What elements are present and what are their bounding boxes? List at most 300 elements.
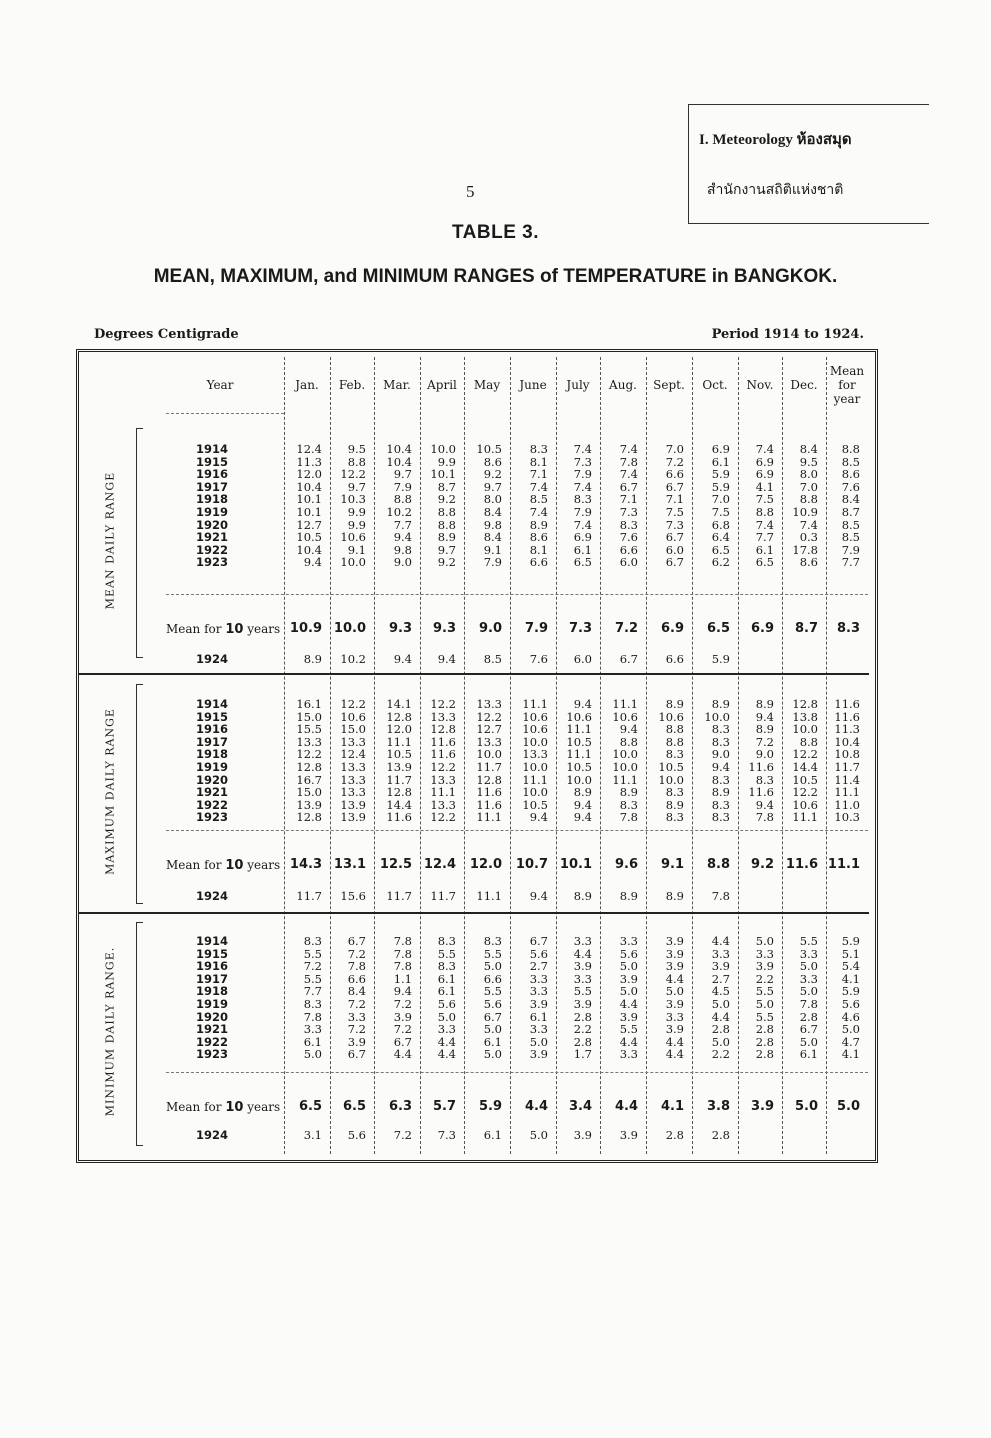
- table-cell: 12.2: [792, 785, 818, 800]
- table-cell: 3.3: [711, 946, 730, 961]
- year-label: 1918: [196, 984, 229, 999]
- mean-cell: 5.7: [432, 1099, 456, 1114]
- library-stamp: [688, 104, 929, 224]
- mean-cell: 6.5: [342, 1099, 366, 1114]
- table-cell: 3.3: [529, 1022, 548, 1037]
- table-cell: 4.4: [573, 946, 592, 961]
- table-cell: 10.1: [296, 505, 322, 519]
- table-cell: 9.0: [711, 747, 730, 762]
- table-cell: 5.5: [483, 946, 502, 961]
- table-cell: 8.4: [347, 984, 366, 999]
- table-cell: 3.3: [529, 984, 548, 999]
- table-cell: 10.5: [522, 797, 548, 812]
- table-cell: 8.8: [347, 454, 366, 469]
- table-cell: 13.3: [340, 785, 366, 800]
- table-cell: 3.9: [665, 934, 684, 948]
- table-cell: 7.5: [711, 505, 730, 519]
- table-cell: 10.5: [792, 772, 818, 787]
- table-cell: 1.1: [393, 971, 412, 986]
- table-cell: 6.1: [437, 971, 456, 986]
- table-cell: 4.4: [711, 934, 730, 948]
- mean-label-suffix: years: [243, 622, 281, 636]
- table-cell: 12.2: [340, 697, 366, 711]
- table-cell: 13.9: [296, 797, 322, 812]
- table-cell: 3.9: [711, 959, 730, 974]
- table-cell: 5.9: [841, 984, 860, 999]
- year-label-1924: 1924: [196, 652, 229, 666]
- table-cell: 9.4: [393, 984, 412, 999]
- table-cell: 2.2: [755, 971, 774, 986]
- table-cell: 6.4: [711, 530, 730, 545]
- table-cell: 8.9: [573, 785, 592, 800]
- table-cell: 8.3: [711, 722, 730, 737]
- table-cell: 13.9: [340, 797, 366, 812]
- table-cell: 10.5: [386, 747, 412, 762]
- table-cell: 7.2: [347, 1022, 366, 1037]
- year-label: 1919: [196, 505, 229, 519]
- table-cell: 6.1: [711, 454, 730, 469]
- table-cell: 15.0: [296, 709, 322, 724]
- table-cell: 10.6: [658, 709, 684, 724]
- table-cell-1924: 3.9: [619, 1128, 638, 1142]
- table-cell: 8.3: [755, 772, 774, 787]
- table-cell: 8.3: [483, 934, 502, 948]
- mean-cell: 6.5: [706, 621, 730, 636]
- table-cell: 8.8: [393, 492, 412, 507]
- table-cell: 9.5: [799, 454, 818, 469]
- table-cell: 10.0: [566, 772, 592, 787]
- mean-cell: 6.3: [388, 1099, 412, 1114]
- table-cell: 5.0: [799, 984, 818, 999]
- year-label: 1916: [196, 959, 229, 974]
- mean-cell: 7.2: [614, 621, 638, 636]
- column-header-year: Year: [206, 378, 234, 392]
- table-cell: 3.9: [393, 1009, 412, 1024]
- mean-label-suffix: years: [243, 858, 281, 872]
- table-cell: 2.8: [573, 1034, 592, 1049]
- table-cell: 4.7: [841, 1034, 860, 1049]
- table-cell: 10.4: [386, 454, 412, 469]
- table-cell: 3.3: [619, 934, 638, 948]
- section-label: MEAN DAILY RANGE: [103, 471, 117, 610]
- table-cell: 11.6: [748, 785, 774, 800]
- table-cell: 4.5: [711, 984, 730, 999]
- table-cell: 2.8: [755, 1034, 774, 1049]
- table-cell: 8.9: [755, 697, 774, 711]
- table-cell: 7.4: [755, 442, 774, 456]
- table-cell: 11.0: [834, 797, 860, 812]
- table-cell: 6.7: [347, 934, 366, 948]
- year-label: 1919: [196, 997, 229, 1011]
- table-cell: 10.1: [296, 492, 322, 507]
- table-cell: 12.8: [476, 772, 502, 787]
- table-cell: 6.7: [665, 530, 684, 545]
- table-cell-1924: 6.0: [573, 652, 592, 666]
- period-label: Period 1914 to 1924.: [711, 327, 864, 342]
- table-cell: 3.9: [665, 959, 684, 974]
- table-cell: 8.3: [529, 442, 548, 456]
- year-label: 1921: [196, 1022, 229, 1037]
- mean-cell: 13.1: [333, 857, 366, 872]
- table-cell: 3.3: [665, 1009, 684, 1024]
- table-cell: 6.5: [755, 555, 774, 570]
- table-cell: 5.0: [755, 997, 774, 1011]
- table-cell: 9.2: [437, 492, 456, 507]
- table-cell: 7.8: [303, 1009, 322, 1024]
- page-title: MEAN, MAXIMUM, and MINIMUM RANGES of TEMPERATURE in BANGKOK.: [153, 266, 838, 287]
- table-cell: 7.8: [393, 946, 412, 961]
- table-cell: 6.0: [619, 555, 638, 570]
- table-cell: 8.9: [755, 722, 774, 737]
- table-cell: 4.4: [437, 1047, 456, 1062]
- table-cell: 5.5: [483, 984, 502, 999]
- table-cell: 6.7: [665, 479, 684, 494]
- mean-label-number: 10: [225, 858, 244, 873]
- mean-cell: 8.8: [706, 857, 730, 872]
- table-cell: 14.4: [792, 760, 818, 774]
- table-cell: 8.9: [711, 697, 730, 711]
- table-cell: 5.6: [529, 946, 548, 961]
- year-label-1924: 1924: [196, 1128, 229, 1142]
- table-cell: 16.1: [296, 697, 322, 711]
- mean-cell: 8.3: [836, 621, 860, 636]
- table-cell-1924: 5.6: [347, 1128, 366, 1142]
- table-cell: 7.0: [711, 492, 730, 507]
- table-cell: 4.1: [755, 479, 774, 494]
- mean-cell: 4.4: [614, 1099, 638, 1114]
- table-cell: 7.2: [347, 946, 366, 961]
- table-cell: 9.5: [347, 442, 366, 456]
- table-cell: 13.8: [792, 709, 818, 724]
- section-separator: [79, 673, 869, 675]
- table-cell: 12.2: [792, 747, 818, 762]
- table-cell: 8.5: [529, 492, 548, 507]
- table-cell: 11.4: [834, 772, 860, 787]
- mean-cell: 3.9: [750, 1099, 774, 1114]
- table-cell-1924: 6.1: [483, 1128, 502, 1142]
- table-cell: 6.9: [755, 454, 774, 469]
- table-cell: 12.8: [296, 760, 322, 774]
- table-cell: 4.4: [665, 1047, 684, 1062]
- table-cell: 3.9: [665, 1022, 684, 1037]
- table-cell: 3.9: [665, 946, 684, 961]
- column-header-month: Feb.: [338, 378, 366, 392]
- table-cell: 8.3: [619, 797, 638, 812]
- year-label: 1923: [196, 810, 229, 825]
- table-cell: 5.5: [303, 971, 322, 986]
- table-cell: 7.0: [799, 479, 818, 494]
- table-cell: 8.8: [437, 505, 456, 519]
- stamp-line-1: I. Meteorology ห้องสมุด: [699, 132, 852, 148]
- section-brace: [136, 684, 143, 904]
- table-cell: 8.0: [799, 467, 818, 482]
- table-cell: 7.8: [393, 934, 412, 948]
- table-cell: 3.3: [799, 946, 818, 961]
- mean-cell: 6.9: [750, 621, 774, 636]
- section-separator: [79, 912, 869, 914]
- table-cell: 9.0: [755, 747, 774, 762]
- table-cell: 6.1: [799, 1047, 818, 1062]
- table-cell-1924: 3.1: [303, 1128, 322, 1142]
- year-label: 1921: [196, 785, 229, 800]
- table-cell: 8.7: [841, 505, 860, 519]
- table-cell: 7.6: [619, 530, 638, 545]
- table-cell: 7.9: [573, 505, 592, 519]
- year-label: 1919: [196, 760, 229, 774]
- mean-cell: 4.1: [660, 1099, 684, 1114]
- table-cell: 16.7: [296, 772, 322, 787]
- table-cell-1924: 9.4: [393, 652, 412, 666]
- table-cell: 12.4: [296, 442, 322, 456]
- table-cell: 4.4: [619, 1034, 638, 1049]
- table-cell-1924: 7.6: [529, 652, 548, 666]
- section-brace: [136, 922, 143, 1146]
- table-cell: 2.2: [573, 1022, 592, 1037]
- table-cell: 9.4: [573, 697, 592, 711]
- table-cell: 11.1: [522, 697, 548, 711]
- mean-cell: 9.3: [432, 621, 456, 636]
- section-label: MINIMUM DAILY RANGE.: [103, 946, 117, 1117]
- table-cell: 10.0: [430, 442, 456, 456]
- mean-cell: 11.6: [785, 857, 818, 872]
- year-label: 1916: [196, 722, 229, 737]
- table-cell: 10.8: [834, 747, 860, 762]
- table-cell: 7.7: [303, 984, 322, 999]
- table-cell: 11.7: [386, 772, 412, 787]
- table-cell: 10.0: [612, 760, 638, 774]
- table-cell: 5.0: [841, 1022, 860, 1037]
- table-cell: 3.9: [573, 997, 592, 1011]
- column-header-month: Dec.: [790, 378, 818, 392]
- table-cell: 6.6: [347, 971, 366, 986]
- table-cell: 12.2: [430, 760, 456, 774]
- table-cell: 11.6: [430, 734, 456, 749]
- table-cell: 11.7: [476, 760, 502, 774]
- table-cell: 3.3: [619, 1047, 638, 1062]
- table-cell: 6.7: [665, 555, 684, 570]
- year-label: 1917: [196, 971, 229, 986]
- table-cell: 6.1: [573, 542, 592, 557]
- table-cell: 5.6: [841, 997, 860, 1011]
- table-cell-1924: 7.2: [393, 1128, 412, 1142]
- table-cell: 10.4: [296, 542, 322, 557]
- table-cell-1924: 8.5: [483, 652, 502, 666]
- table-cell: 11.6: [430, 747, 456, 762]
- header-rule: [166, 413, 284, 414]
- table-cell-1924: 11.1: [476, 889, 502, 903]
- table-cell: 7.2: [303, 959, 322, 974]
- table-cell: 8.8: [665, 722, 684, 737]
- table-cell: 9.1: [483, 542, 502, 557]
- table-cell: 5.0: [483, 1047, 502, 1062]
- table-cell: 4.4: [665, 971, 684, 986]
- table-cell-1924: 2.8: [711, 1128, 730, 1142]
- table-cell: 7.8: [393, 959, 412, 974]
- table-cell: 5.0: [529, 1034, 548, 1049]
- table-cell: 11.7: [834, 760, 860, 774]
- mean-cell: 12.0: [469, 857, 502, 872]
- table-cell: 7.1: [619, 492, 638, 507]
- table-cell: 10.2: [386, 505, 412, 519]
- column-header-month: April: [427, 378, 457, 392]
- year-label: 1921: [196, 530, 229, 545]
- mean-cell: 10.7: [515, 857, 548, 872]
- table-cell: 10.0: [522, 734, 548, 749]
- table-cell: 10.0: [704, 709, 730, 724]
- table-cell: 7.5: [665, 505, 684, 519]
- table-cell: 12.8: [386, 785, 412, 800]
- table-cell-1924: 11.7: [430, 889, 456, 903]
- mean-rule: [166, 594, 868, 595]
- table-cell: 10.5: [658, 760, 684, 774]
- table-cell: 7.1: [665, 492, 684, 507]
- table-cell: 13.3: [340, 772, 366, 787]
- table-cell-1924: 5.0: [529, 1128, 548, 1142]
- table-cell: 3.3: [573, 971, 592, 986]
- table-cell: 9.2: [483, 467, 502, 482]
- mean-cell: 14.3: [289, 857, 322, 872]
- table-cell: 11.6: [476, 785, 502, 800]
- table-cell: 2.8: [755, 1047, 774, 1062]
- year-label: 1915: [196, 946, 229, 961]
- mean-cell: 5.0: [794, 1099, 818, 1114]
- mean-cell: 8.7: [794, 621, 818, 636]
- table-cell: 10.5: [296, 530, 322, 545]
- table-cell: 5.0: [711, 997, 730, 1011]
- table-cell: 11.1: [834, 785, 860, 800]
- table-cell: 6.2: [711, 555, 730, 570]
- table-cell: 6.9: [755, 467, 774, 482]
- section-brace: [136, 428, 143, 658]
- table-cell: 13.3: [476, 734, 502, 749]
- table-cell: 8.3: [573, 492, 592, 507]
- table-cell: 8.8: [799, 492, 818, 507]
- table-cell: 12.2: [476, 709, 502, 724]
- table-cell: 2.8: [573, 1009, 592, 1024]
- mean-cell: 9.2: [750, 857, 774, 872]
- table-cell: 6.0: [665, 542, 684, 557]
- table-cell: 10.0: [476, 747, 502, 762]
- table-cell: 8.3: [303, 997, 322, 1011]
- table-label: TABLE 3.: [451, 222, 540, 243]
- table-cell: 8.6: [799, 555, 818, 570]
- table-cell: 8.9: [529, 517, 548, 532]
- table-cell: 5.0: [799, 1034, 818, 1049]
- table-cell: 3.3: [437, 1022, 456, 1037]
- table-cell: 11.3: [834, 722, 860, 737]
- table-cell: 8.3: [303, 934, 322, 948]
- table-cell: 7.8: [755, 810, 774, 825]
- table-cell: 8.4: [799, 442, 818, 456]
- year-label: 1923: [196, 1047, 229, 1062]
- table-cell: 7.2: [755, 734, 774, 749]
- table-cell: 6.1: [483, 1034, 502, 1049]
- table-cell: 8.9: [665, 797, 684, 812]
- mean-label-prefix: Mean for: [166, 858, 226, 872]
- table-cell: 7.9: [483, 555, 502, 570]
- column-header-month: Aug.: [609, 378, 637, 392]
- table-cell: 6.7: [529, 934, 548, 948]
- mean-cell: 11.1: [827, 857, 860, 872]
- table-cell: 5.0: [799, 959, 818, 974]
- table-cell: 9.7: [393, 467, 412, 482]
- table-cell: 7.4: [755, 517, 774, 532]
- table-cell: 8.3: [665, 747, 684, 762]
- mean-label-prefix: Mean for: [166, 1100, 226, 1114]
- table-cell: 6.8: [711, 517, 730, 532]
- table-cell: 6.6: [483, 971, 502, 986]
- table-cell: 12.8: [296, 810, 322, 825]
- year-label-1924: 1924: [196, 889, 229, 903]
- table-cell: 5.5: [755, 1009, 774, 1024]
- table-cell: 7.7: [841, 555, 860, 570]
- table-cell: 6.6: [619, 542, 638, 557]
- table-cell-1924: 11.7: [386, 889, 412, 903]
- table-cell: 2.8: [711, 1022, 730, 1037]
- table-cell: 3.3: [755, 946, 774, 961]
- table-cell: 13.9: [386, 760, 412, 774]
- table-cell: 12.7: [296, 517, 322, 532]
- table-cell: 8.3: [437, 959, 456, 974]
- table-cell: 3.9: [665, 997, 684, 1011]
- mean-cell: 6.5: [298, 1099, 322, 1114]
- table-cell: 13.3: [430, 772, 456, 787]
- table-cell: 7.8: [619, 810, 638, 825]
- table-cell: 5.5: [755, 984, 774, 999]
- column-header-month: Sept.: [653, 378, 685, 392]
- table-cell: 6.9: [711, 442, 730, 456]
- table-cell-1924: 8.9: [303, 652, 322, 666]
- table-cell: 12.8: [386, 709, 412, 724]
- table-cell: 4.4: [437, 1034, 456, 1049]
- year-label: 1923: [196, 555, 229, 570]
- table-cell: 10.6: [522, 722, 548, 737]
- year-label: 1915: [196, 454, 229, 469]
- table-cell: 8.6: [483, 454, 502, 469]
- table-cell: 5.0: [483, 1022, 502, 1037]
- table-cell: 8.3: [665, 810, 684, 825]
- year-label: 1920: [196, 772, 229, 787]
- page-number: 5: [466, 182, 475, 201]
- table-cell: 6.7: [483, 1009, 502, 1024]
- mean-cell: 4.4: [524, 1099, 548, 1114]
- table-cell: 6.9: [573, 530, 592, 545]
- table-cell-1924: 3.9: [573, 1128, 592, 1142]
- table-cell: 9.4: [393, 530, 412, 545]
- stamp-line-2: สำนักงานสถิติแห่งชาติ: [707, 182, 844, 198]
- table-cell: 7.5: [755, 492, 774, 507]
- table-cell: 5.0: [711, 1034, 730, 1049]
- table-cell: 11.1: [386, 734, 412, 749]
- mean-cell: 9.0: [478, 621, 502, 636]
- table-cell: 10.9: [792, 505, 818, 519]
- table-cell: 8.8: [619, 734, 638, 749]
- table-cell: 5.4: [841, 959, 860, 974]
- table-cell: 5.0: [437, 1009, 456, 1024]
- units-label: Degrees Centigrade: [94, 327, 239, 342]
- table-cell: 8.5: [841, 454, 860, 469]
- year-label: 1915: [196, 709, 229, 724]
- table-cell: 8.8: [755, 505, 774, 519]
- table-cell: 10.0: [522, 785, 548, 800]
- mean-label-number: 10: [225, 1100, 244, 1115]
- table-cell: 10.0: [612, 747, 638, 762]
- table-cell: 3.3: [573, 934, 592, 948]
- table-cell: 10.0: [658, 772, 684, 787]
- table-cell: 4.6: [841, 1009, 860, 1024]
- table-cell: 8.3: [711, 772, 730, 787]
- table-cell: 12.2: [340, 467, 366, 482]
